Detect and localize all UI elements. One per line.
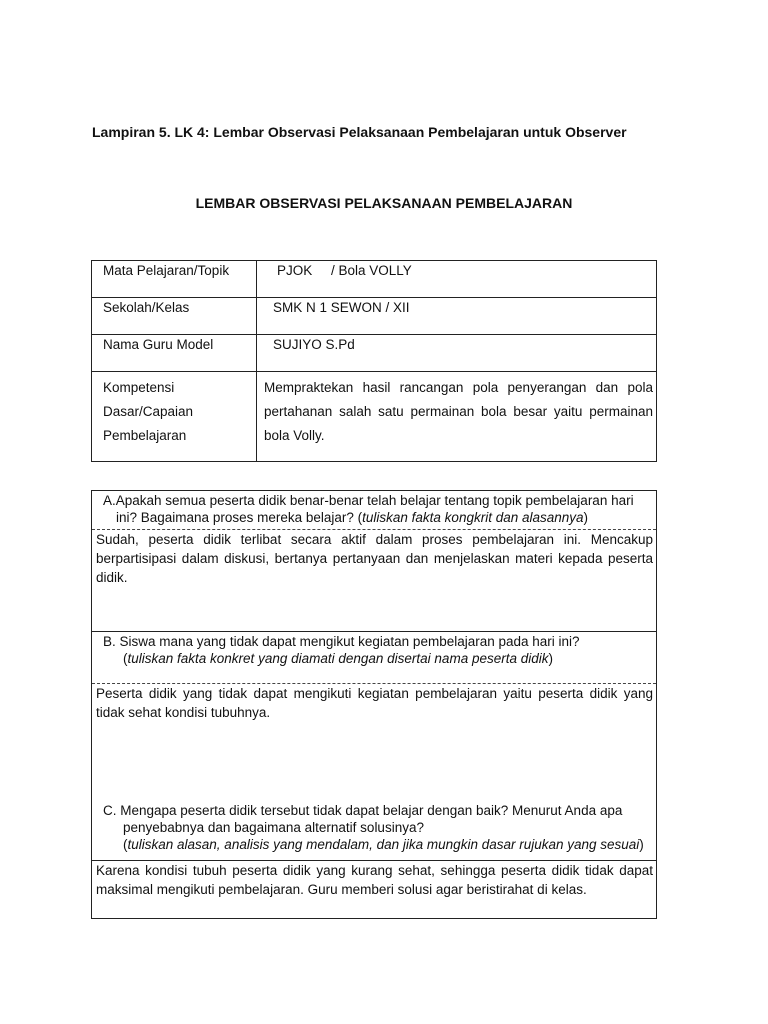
question-b-line-2: (tuliskan fakta konkret yang diamati dengan disertai nama peserta didik)	[123, 651, 553, 666]
answer-a: Sudah, peserta didik terlibat secara aktif dalam proses pembelajaran ini. Mencakup berpartisipasi dalam diskusi, bertanya pertanyaan dan menjelaskan materi kepada peserta didik.	[92, 529, 656, 631]
info-row-competency	[92, 372, 657, 462]
info-row-subject	[92, 261, 657, 298]
teacher-label: Nama Guru Model	[92, 335, 257, 372]
competency-label-line-1: Kompetensi	[103, 380, 175, 395]
appendix-title: Lampiran 5. LK 4: Lembar Observasi Pelaksanaan Pembelajaran untuk Observer	[92, 124, 627, 140]
competency-label-line-2: Dasar/Capaian	[103, 404, 194, 419]
question-a-line-1: A.Apakah semua peserta didik benar-benar telah belajar tentang topik pembelajaran hari	[103, 493, 634, 508]
lesson-info-table	[91, 260, 657, 462]
question-a	[92, 491, 656, 529]
question-a-hint: tuliskan fakta kongkrit dan alasannya	[362, 510, 584, 525]
question-c-hint: tuliskan alasan, analisis yang mendalam, dan jika mungkin dasar rujukan yang sesuai	[127, 837, 640, 852]
answer-b: Peserta didik yang tidak dapat mengikuti kegiatan pembelajaran yaitu peserta didik yang tidak sehat kondisi tubuhnya.	[92, 683, 656, 798]
subject-label: Mata Pelajaran/Topik	[92, 261, 257, 298]
info-row-school	[92, 298, 657, 335]
teacher-value: SUJIYO S.Pd	[257, 335, 657, 372]
question-b-line-1: B. Siswa mana yang tidak dapat mengikut kegiatan pembelajaran pada hari ini?	[103, 634, 580, 649]
school-value: SMK N 1 SEWON / XII	[257, 298, 657, 335]
subject-value: PJOK / Bola VOLLY	[257, 261, 657, 298]
competency-label	[92, 372, 257, 462]
info-row-teacher	[92, 335, 657, 372]
question-c-line-2: penyebabnya dan bagaimana alternatif solusinya?	[123, 820, 424, 835]
question-c-line-1: C. Mengapa peserta didik tersebut tidak dapat belajar dengan baik? Menurut Anda apa	[103, 803, 623, 818]
question-a-line-2: ini? Bagaimana proses mereka belajar? (tuliskan fakta kongkrit dan alasannya)	[116, 510, 589, 525]
question-b-hint: tuliskan fakta konkret yang diamati dengan disertai nama peserta didik	[127, 651, 549, 666]
answer-c: Karena kondisi tubuh peserta didik yang kurang sehat, sehingga peserta didik tidak dapat maksimal mengikuti pembelajaran. Guru memberi solusi agar beristirahat di kelas.	[92, 860, 656, 918]
sheet-title: LEMBAR OBSERVASI PELAKSANAAN PEMBELAJARAN	[195, 195, 573, 211]
competency-value: Mempraktekan hasil rancangan pola penyerangan dan pola pertahanan salah satu permainan bola besar yaitu permainan bola Volly.	[257, 372, 657, 462]
observation-form	[91, 490, 657, 919]
question-c-line-3: (tuliskan alasan, analisis yang mendalam, dan jika mungkin dasar rujukan yang sesuai)	[123, 837, 644, 852]
competency-label-line-3: Pembelajaran	[103, 428, 187, 443]
school-label: Sekolah/Kelas	[92, 298, 257, 335]
question-b	[92, 631, 656, 683]
question-c	[92, 798, 656, 860]
